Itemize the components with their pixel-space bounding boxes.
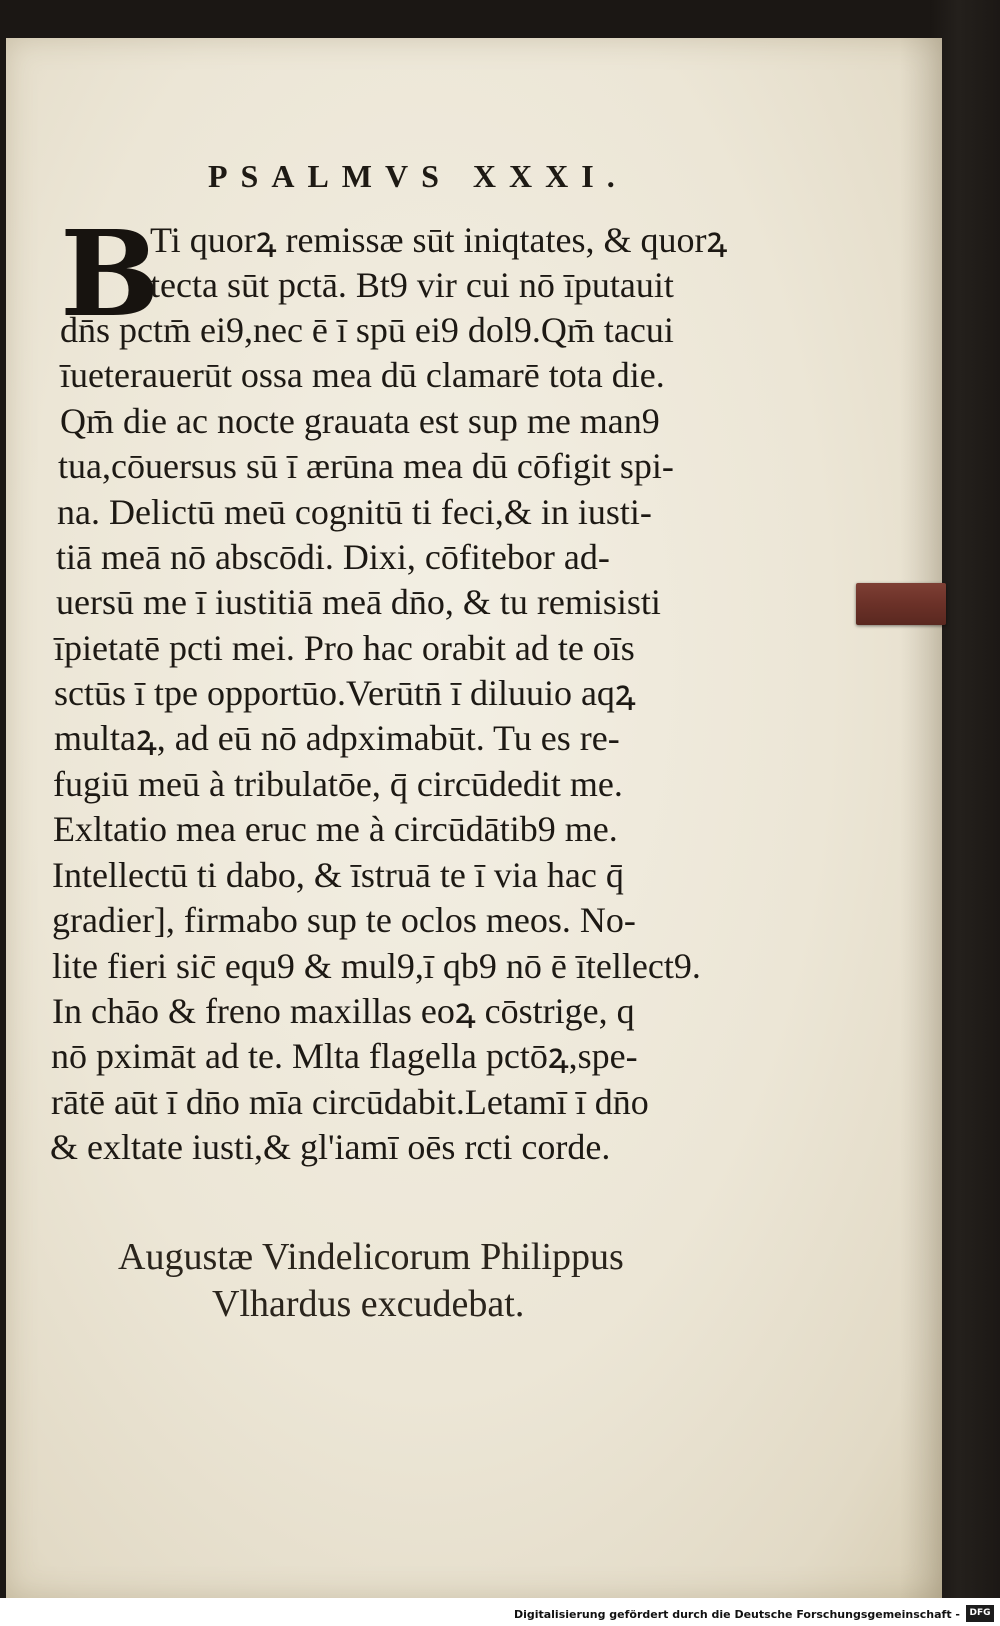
text-line: īueterauerūt ossa mea dū clamarē tota die. [60, 355, 665, 395]
text-line: Qm̄ die ac nocte grauata est sup me man9 [60, 401, 660, 441]
bookmark-tab[interactable] [856, 583, 946, 625]
text-line: & exltate iusti,& gl'iamī oēs rcti corde. [50, 1127, 611, 1167]
text-line: Intellectū ti dabo, & īstruā te ī via hac q̄ [52, 855, 624, 895]
text-line: lite fieri sic̄ equ9 & mul9,ī qb9 nō ē ītellect9. [52, 946, 701, 986]
text-line: sctūs ī tpe opportūo.Verūtn̄ ī diluuio aqꝝ [54, 673, 636, 713]
page-edge-shadow [900, 38, 942, 1598]
colophon-line: Augustæ Vindelicorum Philippus [118, 1236, 624, 1278]
text-line: tiā meā nō abscōdi. Dixi, cōfitebor ad- [56, 537, 610, 577]
text-line: tua,cōuersus sū ī ærūna mea dū cōfigit spi- [58, 446, 674, 486]
text-line: īpietatē pcti mei. Pro hac orabit ad te oīs [54, 628, 635, 668]
drop-cap-initial: B [60, 204, 160, 343]
text-line: multaꝝ, ad eū nō adpximabūt. Tu es re- [54, 718, 620, 758]
text-line: rātē aūt ī dn̄o mīa circūdabit.Letamī ī dn̄o [51, 1082, 649, 1122]
text-line: nō pximāt ad te. Mlta flagella pctōꝝ,spe- [51, 1036, 638, 1076]
text-line: gradier], firmabo sup te oclos meos. No- [52, 900, 636, 940]
text-line: tecta sūt pctā. Bt9 vir cui nō īputauit [150, 265, 674, 305]
text-line: uersū me ī iustitiā meā dn̄o, & tu remisisti [56, 582, 661, 622]
colophon-line: Vlhardus excudebat. [212, 1283, 525, 1325]
text-line: dn̄s pctm̄ ei9,nec ē ī spū ei9 dol9.Qm̄ tacui [60, 310, 674, 350]
funding-credit: Digitalisierung gefördert durch die Deutsche Forschungsgemeinschaft - [513, 1608, 960, 1621]
text-line: fugiū meū à tribulatōe, q̄ circūdedit me. [53, 764, 623, 804]
text-line: na. Delictū meū cognitū ti feci,& in iusti- [57, 492, 652, 532]
dfg-logo: DFG [966, 1605, 994, 1622]
text-line: Ti quorꝝ remissæ sūt iniqtates, & quorꝝ [150, 220, 728, 260]
text-line: In chāo & freno maxillas eoꝝ cōstrige, q [52, 991, 635, 1031]
text-line: Exltatio mea eruc me à circūdātib9 me. [53, 809, 618, 849]
psalm-heading: PSALMVS XXXI. [208, 158, 628, 194]
bookmark-tab-label [870, 593, 932, 613]
